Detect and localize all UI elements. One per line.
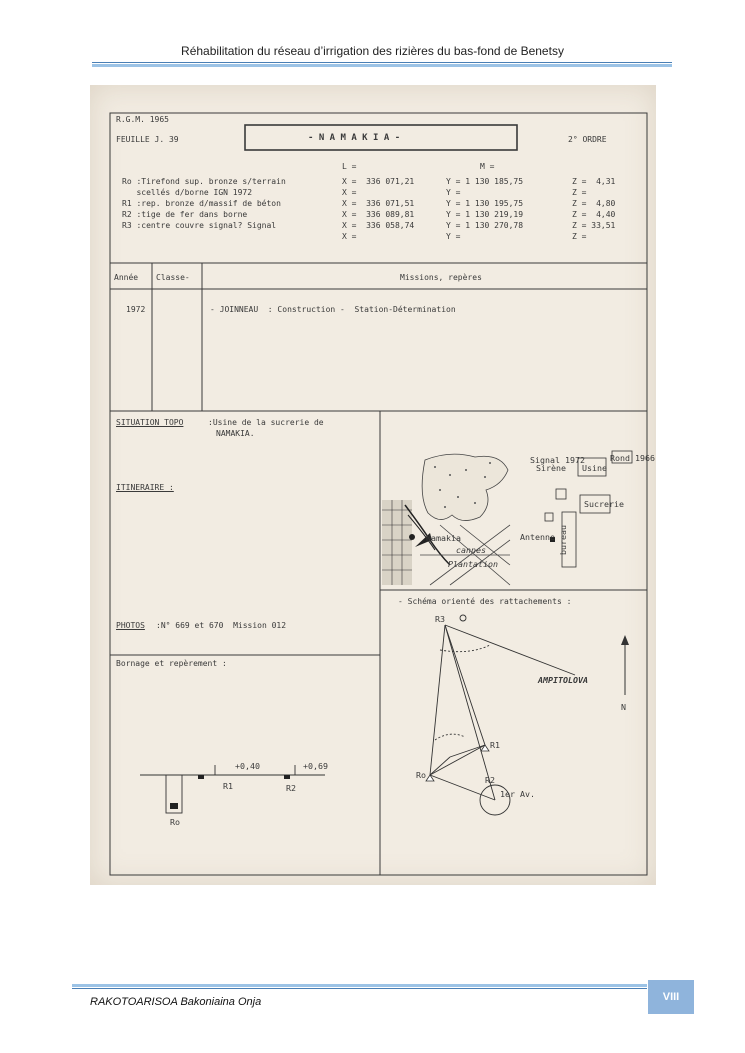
col-annee: Année: [114, 273, 139, 282]
photos-label: PHOTOS: [116, 621, 145, 630]
bornage-profile: [140, 761, 328, 827]
bornage-r1: R1: [223, 781, 233, 791]
diagram-r2: R2: [485, 775, 495, 785]
point-r1-x: X = 336 071,51: [342, 199, 415, 208]
map-label-sucrerie: Sucrerie: [584, 499, 624, 509]
map-label-plantation: Plantation: [448, 559, 498, 569]
situation-label: SITUATION TOPO: [116, 418, 184, 427]
point-r3-x: X = 336 058,74: [342, 221, 415, 230]
map-label-cannes: cannes: [456, 545, 486, 555]
footer-rule: [72, 988, 647, 989]
col-l-label: L =: [342, 162, 357, 171]
point-r2-z: Z = 4,40: [572, 210, 616, 219]
point-r0-label: Ro :Tirefond sup. bronze s/terrain: [122, 177, 286, 186]
point-r0-z: Z = 4,31: [572, 177, 616, 186]
header-rule: [92, 62, 672, 63]
bornage-v1: +0,40: [235, 761, 260, 771]
station-name: - N A M A K I A -: [308, 133, 401, 143]
orientation-diagram: [416, 614, 629, 815]
north-label: N: [621, 702, 626, 712]
point-r0b-y: Y =: [446, 188, 461, 197]
point-r0b-x: X =: [342, 188, 357, 197]
map-label-antenne: Antenne: [520, 532, 555, 542]
point-empty-z: Z =: [572, 232, 587, 241]
rgm-label: R.G.M. 1965: [116, 115, 169, 124]
point-r3-z: Z = 33,51: [572, 221, 616, 230]
point-r2-y: Y = 1 130 219,19: [446, 210, 524, 219]
schema-title: - Schéma orienté des rattachements :: [398, 597, 572, 606]
header-rule-thick: [92, 64, 672, 67]
point-empty-y: Y =: [446, 232, 461, 241]
point-r0b-z: Z =: [572, 188, 587, 197]
situation-text-1: :Usine de la sucrerie de: [208, 418, 324, 427]
diagram-r0: Ro: [416, 770, 426, 780]
point-r2-label: R2 :tige de fer dans borne: [122, 210, 248, 219]
point-r0-y: Y = 1 130 185,75: [446, 177, 524, 186]
point-r1-y: Y = 1 130 195,75: [446, 199, 524, 208]
situation-text-2: NAMAKIA.: [216, 429, 255, 438]
footer-rule-thick: [72, 984, 647, 987]
feuille-label: FEUILLE J. 39: [116, 135, 179, 144]
page-header-title: Réhabilitation du réseau d’irrigation des rizières du bas-fond de Benetsy: [181, 44, 564, 58]
col-m-label: M =: [480, 162, 495, 171]
col-classe: Classe-: [156, 273, 190, 282]
mission-text: - JOINNEAU : Construction - Station-Détermination: [210, 305, 456, 314]
col-missions: Missions, repères: [400, 273, 482, 282]
photos-text: :N° 669 et 670 Mission 012: [156, 621, 287, 630]
point-empty-x: X =: [342, 232, 357, 241]
point-r2-x: X = 336 089,81: [342, 210, 415, 219]
page-number: VIII: [648, 980, 694, 1014]
map-label-rond: Rond 1966: [610, 453, 655, 463]
map-label-usine: Usine: [582, 463, 607, 473]
diagram-r1: R1: [490, 740, 500, 750]
point-r0b-label: scellés d/borne IGN 1972: [122, 188, 253, 197]
bornage-v2: +0,69: [303, 761, 328, 771]
point-r3-label: R3 :centre couvre signal? Signal: [122, 221, 277, 230]
map-label-namakia: Namakia: [426, 533, 461, 543]
map-label-sirene: Sirène: [536, 463, 566, 473]
point-r3-y: Y = 1 130 270,78: [446, 221, 524, 230]
location-map: [382, 451, 655, 585]
ampitolova-label: AMPITOLOVA: [538, 675, 588, 685]
itineraire-label: ITINERAIRE :: [116, 483, 174, 492]
point-r0-x: X = 336 071,21: [342, 177, 415, 186]
diagram-r3: R3: [435, 614, 445, 624]
diagram-av: 1er Av.: [500, 789, 535, 799]
map-label-bureau: bureau: [558, 525, 568, 555]
scanned-fiche: [90, 85, 656, 885]
bornage-r2: R2: [286, 783, 296, 793]
map-label-signal: Signal 1972: [530, 455, 585, 465]
point-r1-z: Z = 4,80: [572, 199, 616, 208]
ordre-label: 2° ORDRE: [568, 135, 607, 144]
footer-author: RAKOTOARISOA Bakoniaina Onja: [90, 996, 262, 1008]
bornage-r0: Ro: [170, 817, 180, 827]
mission-year: 1972: [126, 305, 146, 314]
point-r1-label: R1 :rep. bronze d/massif de béton: [122, 199, 281, 208]
bornage-label: Bornage et repèrement :: [116, 659, 227, 668]
